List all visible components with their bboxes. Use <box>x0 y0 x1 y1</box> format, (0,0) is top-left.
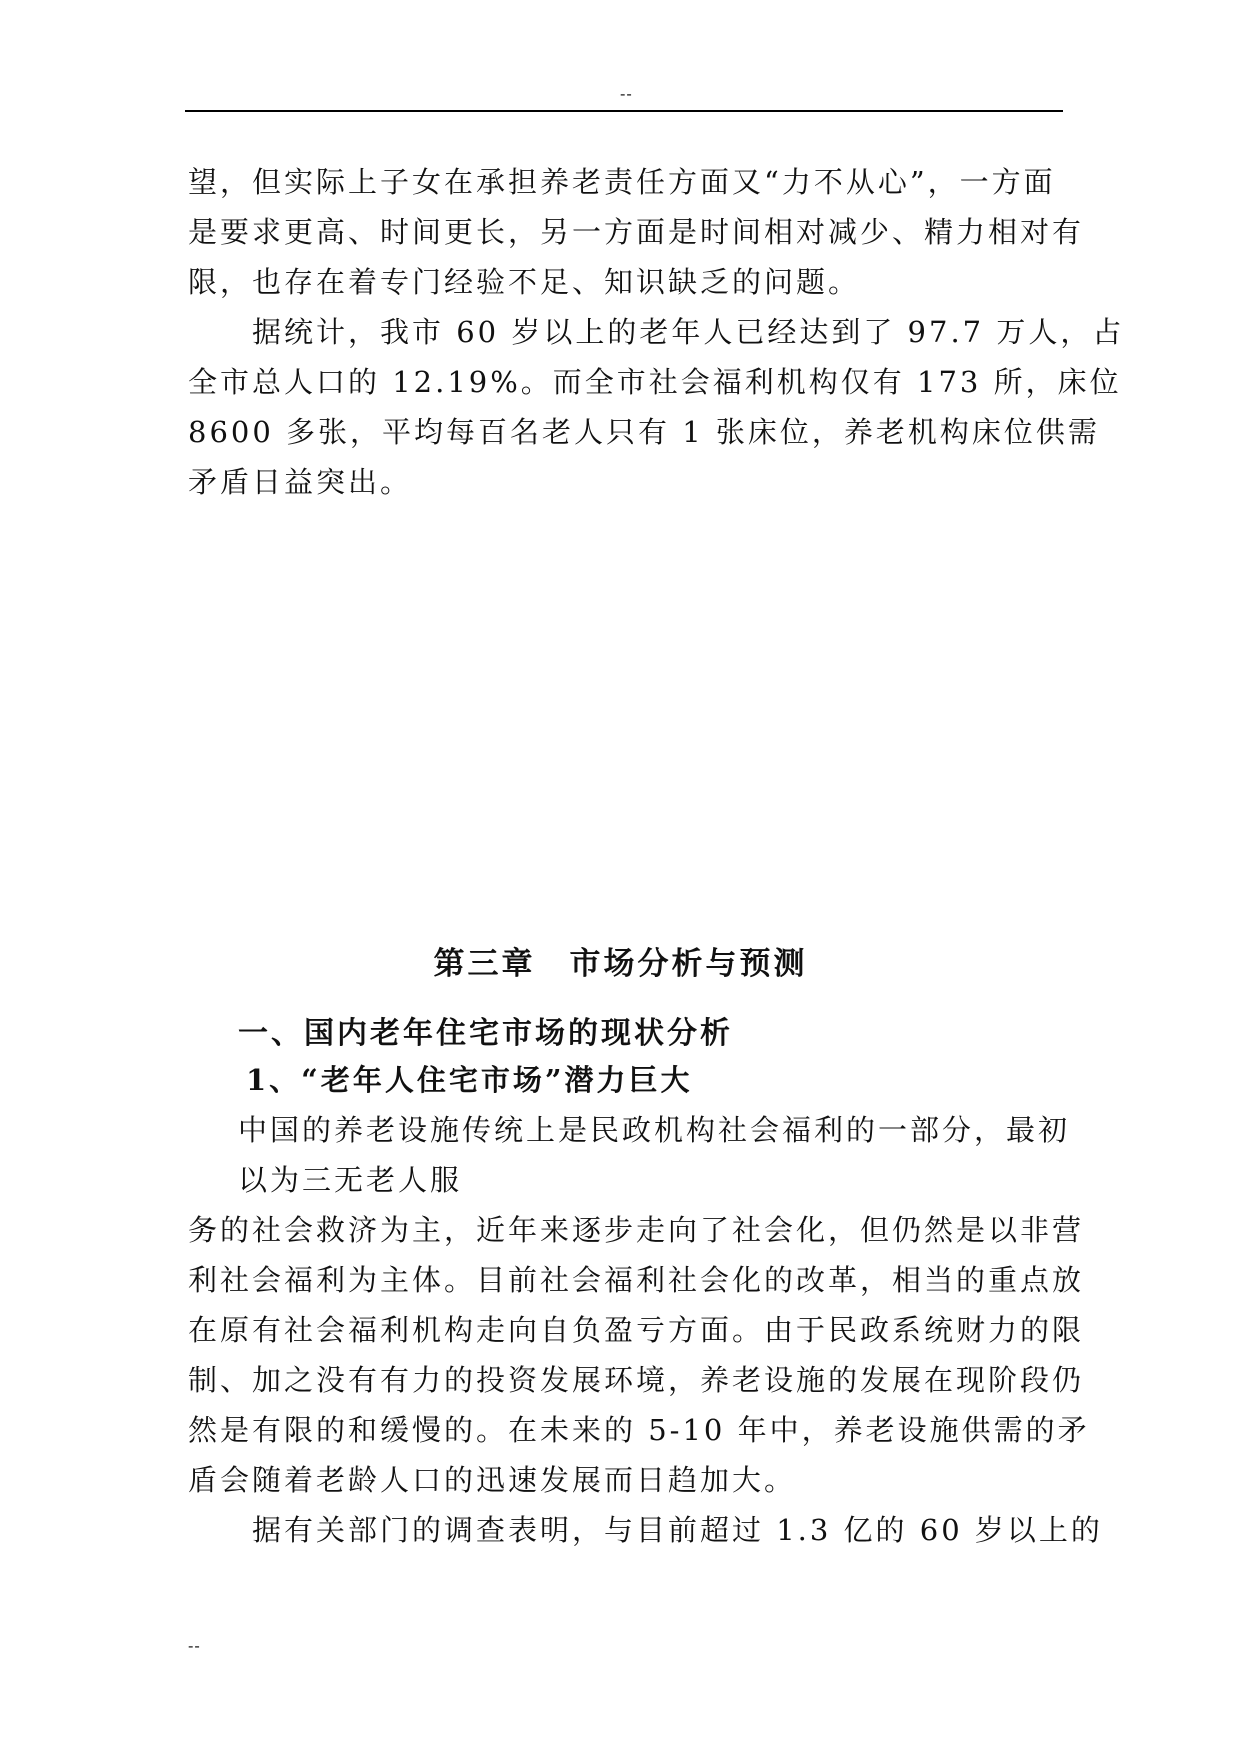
text-line: 中国的养老设施传统上是民政机构社会福利的一部分，最初 <box>238 1113 1071 1147</box>
page-footer-mark: -- <box>188 1636 201 1655</box>
text-line: 限，也存在着专门经验不足、知识缺乏的问题。 <box>188 265 861 299</box>
text-line: 全市总人口的 12.19%。而全市社会福利机构仅有 173 所，床位 <box>188 365 1122 399</box>
text-line: 务的社会救济为主，近年来逐步走向了社会化，但仍然是以非营 <box>188 1213 1085 1247</box>
text-line: 盾会随着老龄人口的迅速发展而日趋加大。 <box>188 1463 797 1497</box>
text-line: 望，但实际上子女在承担养老责任方面又“力不从心”，一方面 <box>188 165 1056 199</box>
text-line: 据统计，我市 60 岁以上的老年人已经达到了 97.7 万人，占 <box>188 315 1125 349</box>
page-header-mark: -- <box>620 84 633 103</box>
paragraph-tradition <box>238 1105 1118 1205</box>
text-line: 8600 多张，平均每百名老人只有 1 张床位，养老机构床位供需 <box>188 415 1100 449</box>
text-line: 制、加之没有有力的投资发展环境，养老设施的发展在现阶段仍 <box>188 1363 1085 1397</box>
paragraph-statistics <box>188 307 1125 507</box>
paragraph-socialization <box>188 1205 1090 1505</box>
header-divider <box>185 110 1063 112</box>
subsection-title: 1、“老年人住宅市场”潜力巨大 <box>246 1063 693 1097</box>
text-line: 矛盾日益突出。 <box>188 465 413 499</box>
chapter-title: 第三章 市场分析与预测 <box>433 946 808 982</box>
text-line: 以为三无老人服 <box>238 1163 463 1197</box>
paragraph-survey <box>188 1505 1103 1555</box>
text-line: 是要求更高、时间更长，另一方面是时间相对减少、精力相对有 <box>188 215 1085 249</box>
text-line: 在原有社会福利机构走向自负盈亏方面。由于民政系统财力的限 <box>188 1313 1085 1347</box>
text-line: 利社会福利为主体。目前社会福利社会化的改革，相当的重点放 <box>188 1263 1085 1297</box>
text-line: 然是有限的和缓慢的。在未来的 5-10 年中，养老设施供需的矛 <box>188 1413 1090 1447</box>
text-line: 据有关部门的调查表明，与目前超过 1.3 亿的 60 岁以上的 <box>188 1513 1103 1547</box>
paragraph-care-burden <box>188 157 1085 307</box>
section-title: 一、国内老年住宅市场的现状分析 <box>238 1016 733 1051</box>
